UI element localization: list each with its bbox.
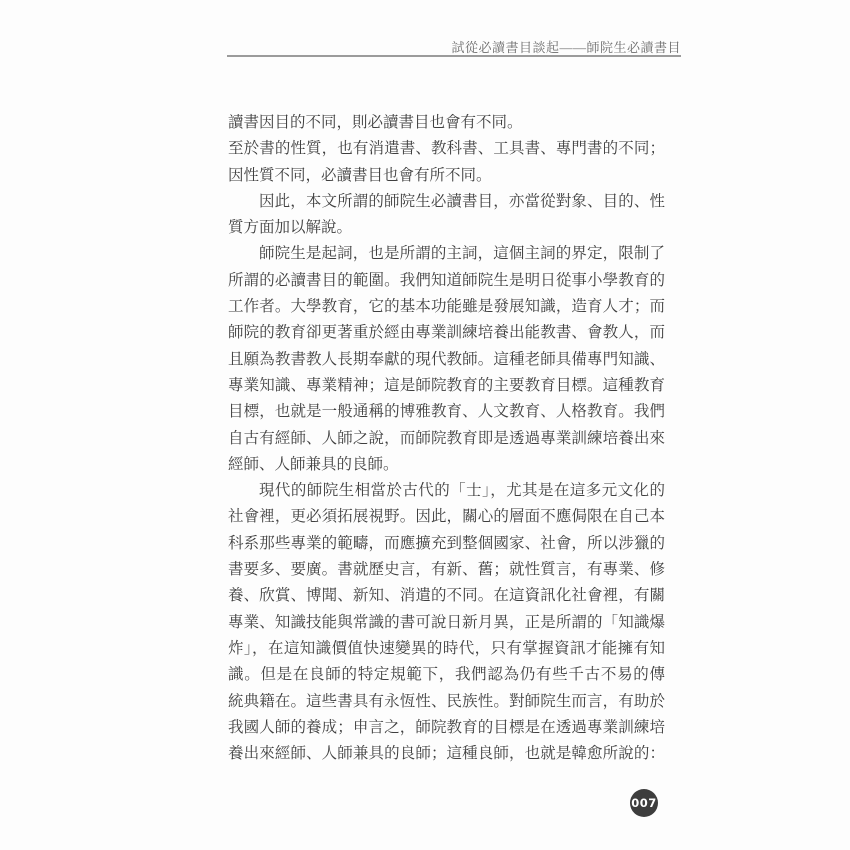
header-rule <box>227 55 681 57</box>
text-line: 科系那些專業的範疇，而應擴充到整個國家、社會，所以涉獵的 <box>228 534 665 552</box>
text-line: 質方面加以解說。 <box>228 219 353 237</box>
text-line: 師院生是起詞，也是所謂的主詞，這個主詞的界定，限制了 <box>259 245 665 263</box>
text-line: 且願為教書教人長期奉獻的現代教師。這種老師具備專門知識、 <box>228 350 665 368</box>
running-title: 試從必讀書目談起——師院生必讀書目 <box>451 40 681 55</box>
text-line: 工作者。大學教育，它的基本功能雖是發展知識，造育人才；而 <box>228 298 665 316</box>
text-line: 師院的教育卻更著重於經由專業訓練培養出能教書、會教人，而 <box>228 324 665 342</box>
text-line: 經師、人師兼具的良師。 <box>228 455 399 473</box>
page-number-badge <box>630 789 658 817</box>
text-line: 讀書因目的不同，則必讀書目也會有不同。 <box>228 114 523 131</box>
body-text <box>228 110 665 767</box>
text-line: 專業、知識技能與常識的書可說日新月異，正是所謂的「知識爆 <box>228 613 665 631</box>
text-line: 養出來經師、人師兼具的良師；這種良師，也就是韓愈所說的： <box>228 745 665 763</box>
text-line: 所謂的必讀書目的範圍。我們知道師院生是明日從事小學教育的 <box>228 271 665 289</box>
text-line: 統典籍在。這些書具有永恆性、民族性。對師院生而言，有助於 <box>228 692 665 710</box>
text-line: 社會裡，更必須拓展視野。因此，關心的層面不應侷限在自己本 <box>228 508 665 526</box>
text-line: 目標，也就是一般通稱的博雅教育、人文教育、人格教育。我們 <box>228 403 665 421</box>
text-line: 因性質不同，必讀書目也會有所不同。 <box>228 166 492 184</box>
text-line: 養、欣賞、博聞、新知、消遣的不同。在這資訊化社會裡，有關 <box>228 587 665 605</box>
page-number: 007 <box>631 796 657 810</box>
text-line: 我國人師的養成；申言之，師院教育的目標是在透過專業訓練培 <box>228 718 665 736</box>
text-line: 至於書的性質，也有消遣書、教科書、工具書、專門書的不同； <box>228 140 665 158</box>
text-line: 現代的師院生相當於古代的「士」，尤其是在這多元文化的 <box>259 482 665 500</box>
text-line: 自古有經師、人師之說，而師院教育即是透過專業訓練培養出來 <box>228 429 665 447</box>
text-line: 專業知識、專業精神；這是師院教育的主要教育目標。這種教育 <box>228 376 665 394</box>
text-line: 識。但是在良師的特定規範下，我們認為仍有些千古不易的傳 <box>228 666 665 684</box>
text-line: 書要多、要廣。書就歷史言，有新、舊；就性質言，有專業、修 <box>228 561 665 579</box>
text-line: 炸」，在這知識價值快速變異的時代，只有掌握資訊才能擁有知 <box>228 639 665 657</box>
text-line: 因此，本文所謂的師院生必讀書目，亦當從對象、目的、性 <box>259 192 665 210</box>
